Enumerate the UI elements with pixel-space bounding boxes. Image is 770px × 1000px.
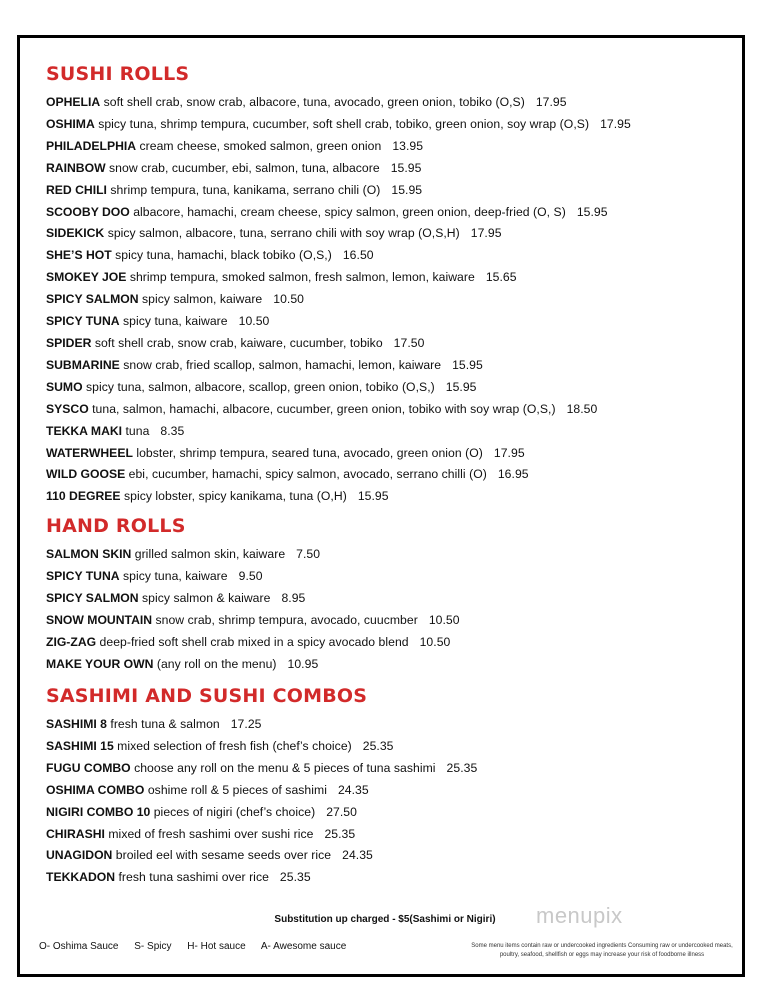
menu-item: [46, 443, 736, 465]
menu-item: [46, 311, 736, 333]
item-description: grilled salmon skin, kaiware: [134, 547, 286, 561]
item-price: 25.35: [362, 738, 394, 753]
item-description: spicy tuna, hamachi, black tobiko (O,S,): [115, 248, 332, 263]
item-description: deep-fried soft shell crab mixed in a spicy avocado blend: [99, 634, 409, 649]
menu-item: [46, 714, 736, 736]
item-price: 25.35: [324, 826, 356, 841]
item-name: SPICY TUNA: [46, 314, 120, 329]
item-name: SASHIMI 8: [46, 717, 107, 731]
menu-item: [46, 610, 736, 632]
item-description: spicy tuna, kaiware: [123, 314, 228, 329]
item-name: SNOW MOUNTAIN: [46, 612, 153, 627]
menu-item: [46, 758, 736, 780]
item-description: snow crab, fried scallop, salmon, hamachi, lemon, kaiware: [123, 357, 442, 372]
menu-item: [46, 377, 736, 399]
item-name: SHE’S HOT: [46, 248, 112, 263]
menu-item: [46, 824, 736, 846]
menu-item: [46, 267, 736, 289]
item-name: OSHIMA: [46, 116, 95, 131]
section-sashimi-combos: [46, 685, 736, 889]
menu-item: [46, 245, 736, 267]
item-price: 7.50: [296, 547, 321, 561]
item-description: albacore, hamachi, cream cheese, spicy salmon, green onion, deep-fried (O, S): [133, 204, 566, 219]
item-name: WATERWHEEL: [46, 445, 133, 460]
item-description: choose any roll on the menu & 5 pieces of tuna sashimi: [134, 760, 436, 775]
item-description: fresh tuna sashimi over rice: [118, 870, 269, 885]
item-name: SIDEKICK: [46, 226, 105, 241]
item-name: FUGU COMBO: [46, 760, 131, 775]
legend-item: O- Oshima Sauce: [39, 941, 119, 952]
item-description: spicy salmon, kaiware: [142, 292, 263, 307]
item-price: 10.50: [238, 314, 270, 329]
menu-item: [46, 136, 736, 158]
item-description: spicy tuna, shrimp tempura, cucumber, soft shell crab, tobiko, green onion, soy wrap (O,S): [98, 116, 590, 131]
item-description: shrimp tempura, smoked salmon, fresh salmon, lemon, kaiware: [129, 270, 475, 285]
menu-item: [46, 355, 736, 377]
item-name: SMOKEY JOE: [46, 270, 127, 285]
item-price: 24.35: [342, 848, 373, 863]
item-price: 13.95: [392, 138, 424, 153]
item-price: 10.50: [419, 634, 451, 649]
item-price: 17.25: [230, 717, 262, 731]
item-price: 16.50: [342, 248, 374, 263]
menu-item: [46, 632, 736, 654]
section-title: HAND ROLLS: [46, 515, 186, 537]
item-price: 27.50: [326, 804, 357, 819]
menu-item: [46, 544, 736, 566]
item-name: WILD GOOSE: [46, 467, 126, 482]
menu-item: [46, 780, 736, 802]
item-description: oshime roll & 5 pieces of sashimi: [147, 782, 327, 797]
item-price: 9.50: [238, 568, 263, 583]
item-price: 10.50: [273, 292, 305, 307]
item-description: soft shell crab, snow crab, albacore, tuna, avocado, green onion, tobiko (O,S): [103, 95, 525, 109]
item-name: SUMO: [46, 379, 83, 394]
item-name: SALMON SKIN: [46, 547, 132, 561]
item-description: cream cheese, smoked salmon, green onion: [139, 138, 382, 153]
item-description: mixed selection of fresh fish (chef’s choice): [117, 738, 352, 753]
menu-item: [46, 867, 736, 889]
item-description: fresh tuna & salmon: [110, 717, 220, 731]
item-name: TEKKA MAKI: [46, 423, 123, 438]
item-description: snow crab, cucumber, ebi, salmon, tuna, albacore: [109, 160, 380, 175]
item-name: SPICY TUNA: [46, 568, 120, 583]
disclaimer-line: Some menu items contain raw or undercooked ingredients Consuming raw or undercooked meats,: [471, 943, 733, 949]
menu-item: [46, 802, 736, 824]
item-price: 15.95: [452, 357, 483, 372]
item-name: OPHELIA: [46, 95, 101, 109]
item-list: [46, 714, 736, 889]
menu-item: [46, 92, 736, 114]
item-list: [46, 544, 736, 675]
item-price: 17.95: [493, 445, 525, 460]
item-description: broiled eel with sesame seeds over rice: [115, 848, 332, 863]
item-price: 25.35: [446, 760, 478, 775]
menu-item: [46, 180, 736, 202]
menu-item: [46, 845, 736, 867]
legend-item: H- Hot sauce: [187, 941, 246, 952]
item-description: snow crab, shrimp tempura, avocado, cuucmber: [155, 612, 418, 627]
item-description: spicy salmon, albacore, tuna, serrano chili with soy wrap (O,S,H): [107, 226, 460, 241]
item-description: soft shell crab, snow crab, kaiware, cucumber, tobiko: [94, 335, 383, 350]
menu-item: [46, 399, 736, 421]
item-name: UNAGIDON: [46, 848, 113, 863]
item-description: (any roll on the menu): [156, 656, 277, 671]
item-price: 15.95: [445, 379, 477, 394]
item-name: SPICY SALMON: [46, 590, 139, 605]
section-hand-rolls: [46, 515, 736, 675]
item-description: tuna, salmon, hamachi, albacore, cucumber, green onion, tobiko with soy wrap (O,S,): [92, 401, 556, 416]
menu-item: [46, 333, 736, 355]
section-title: SASHIMI AND SUSHI COMBOS: [46, 685, 368, 707]
item-name: SPICY SALMON: [46, 292, 139, 307]
menu-item: [46, 588, 736, 610]
item-price: 25.35: [279, 870, 311, 885]
item-price: 24.35: [337, 782, 369, 797]
section-sushi-rolls: [46, 63, 736, 508]
item-description: spicy salmon & kaiware: [142, 590, 271, 605]
menu-item: [46, 158, 736, 180]
item-price: 17.95: [470, 226, 502, 241]
item-name: SPIDER: [46, 335, 92, 350]
item-name: TEKKADON: [46, 870, 116, 885]
item-description: mixed of fresh sashimi over sushi rice: [108, 826, 314, 841]
item-price: 15.95: [576, 204, 608, 219]
item-description: spicy lobster, spicy kanikama, tuna (O,H): [123, 489, 347, 504]
menu-item: [46, 202, 736, 224]
food-safety-disclaimer: [437, 942, 767, 960]
item-price: 10.50: [428, 612, 460, 627]
item-price: 18.50: [566, 401, 598, 416]
substitution-note: Substitution up charged - $5(Sashimi or Nigiri): [274, 914, 496, 925]
menu-item: [46, 114, 736, 136]
legend-item: A- Awesome sauce: [260, 941, 347, 952]
disclaimer-line: poultry, seafood, shellfish or eggs may increase your risk of foodborne illness: [499, 952, 705, 958]
item-name: OSHIMA COMBO: [46, 782, 145, 797]
item-name: PHILADELPHIA: [46, 138, 137, 153]
item-name: SYSCO: [46, 401, 89, 416]
item-price: 10.95: [287, 656, 319, 671]
item-price: 15.95: [391, 182, 423, 197]
item-name: MAKE YOUR OWN: [46, 656, 154, 671]
menu-item: [46, 566, 736, 588]
menu-item: [46, 289, 736, 311]
menu-item: [46, 736, 736, 758]
item-name: RED CHILI: [46, 182, 107, 197]
item-description: lobster, shrimp tempura, seared tuna, avocado, green onion (O): [136, 445, 483, 460]
item-name: ZIG-ZAG: [46, 634, 97, 649]
menu-item: [46, 464, 736, 486]
item-price: 8.95: [281, 590, 306, 605]
item-price: 16.95: [497, 467, 529, 482]
item-name: SASHIMI 15: [46, 738, 114, 753]
item-description: tuna: [125, 423, 150, 438]
legend-item: S- Spicy: [134, 941, 172, 952]
item-price: 8.35: [160, 423, 185, 438]
menu-item: [46, 654, 736, 676]
menu-item: [46, 421, 736, 443]
item-description: pieces of nigiri (chef’s choice): [153, 804, 316, 819]
item-name: 110 DEGREE: [46, 489, 121, 504]
item-price: 15.95: [390, 160, 422, 175]
item-name: NIGIRI COMBO 10: [46, 804, 151, 819]
menu-item: [46, 486, 736, 508]
menu-item: [46, 223, 736, 245]
item-name: SCOOBY DOO: [46, 204, 130, 219]
item-name: SUBMARINE: [46, 357, 120, 372]
section-title: SUSHI ROLLS: [46, 63, 190, 85]
item-price: 17.95: [600, 116, 631, 131]
sauce-legend: [39, 941, 359, 952]
item-description: spicy tuna, kaiware: [123, 568, 228, 583]
item-price: 17.50: [393, 335, 425, 350]
item-price: 17.95: [535, 95, 567, 109]
item-description: shrimp tempura, tuna, kanikama, serrano chili (O): [110, 182, 381, 197]
item-description: ebi, cucumber, hamachi, spicy salmon, avocado, serrano chilli (O): [128, 467, 487, 482]
item-name: RAINBOW: [46, 160, 106, 175]
item-name: CHIRASHI: [46, 826, 105, 841]
item-list: [46, 92, 736, 508]
item-price: 15.95: [357, 489, 389, 504]
item-price: 15.65: [485, 270, 517, 285]
watermark-logo: menupix: [536, 903, 623, 928]
item-description: spicy tuna, salmon, albacore, scallop, green onion, tobiko (O,S,): [86, 379, 435, 394]
